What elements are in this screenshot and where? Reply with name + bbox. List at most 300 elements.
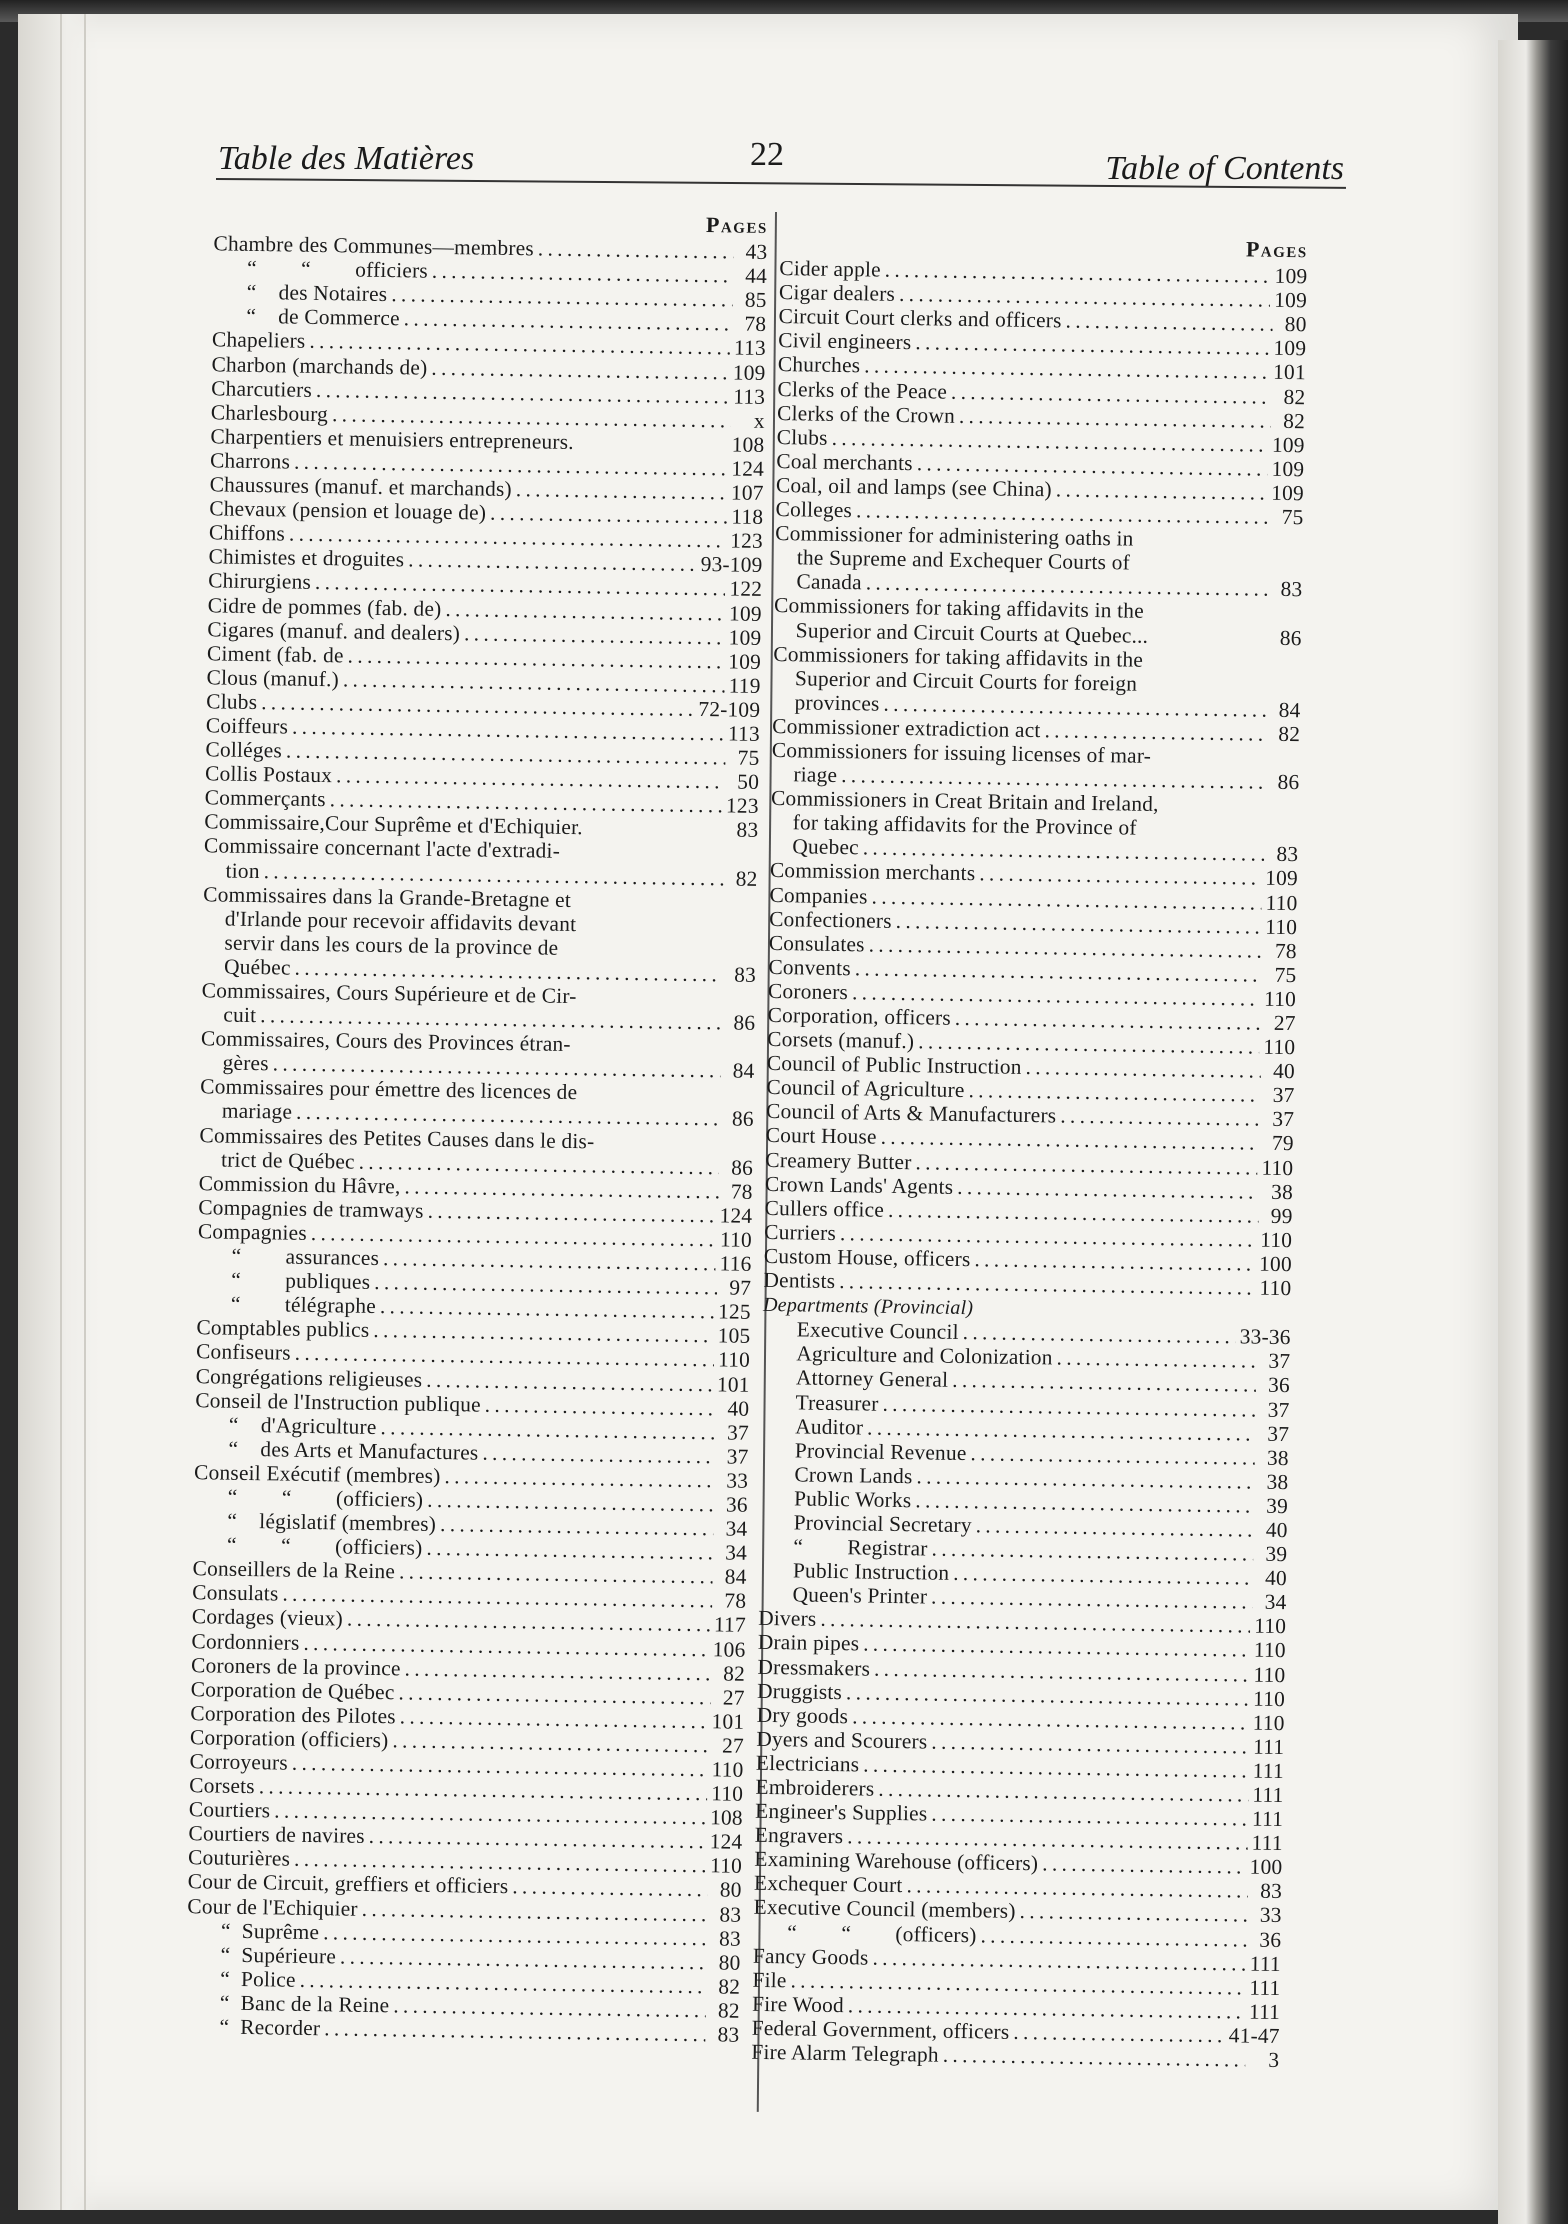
entry-page: 84 [1278, 697, 1301, 723]
entry-label: Commissioner for administering oaths in [775, 521, 1134, 551]
entry-label: d'Irlande pour recevoir affidavits devant [224, 906, 577, 936]
entry-page: 111 [1248, 1999, 1281, 2024]
entry-label: Cordonniers [191, 1628, 300, 1655]
entry-page: 110 [711, 1781, 744, 1806]
entry-label: Examining Warehouse (officers) [754, 1847, 1039, 1876]
entry-page: 36 [1259, 1927, 1282, 1952]
entry-label: Electricians [755, 1750, 860, 1777]
entry-label: Commission merchants [769, 858, 976, 886]
entry-page: 101 [716, 1371, 750, 1397]
entry-label: Commissaires dans la Grande-Bretagne et [203, 881, 572, 912]
entry-page: 101 [711, 1709, 745, 1734]
entry-page: 117 [713, 1612, 747, 1638]
entry-label: riage [793, 762, 838, 788]
entry-page: 83 [718, 1926, 742, 1951]
entry-label: Council of Agriculture [766, 1075, 965, 1103]
entry-label: Compagnies de tramways [198, 1195, 424, 1223]
entry-label: Commissaire concernant l'acte d'extradi- [203, 833, 561, 864]
entry-label: Civil engineers [778, 328, 912, 355]
entry-label: “ “ (officers) [787, 1919, 977, 1947]
entry-page: 101 [1272, 360, 1307, 385]
entry-label: Court House [765, 1123, 877, 1150]
entry-label: Cigares (manuf. and dealers) [207, 616, 461, 645]
entry-label: Colleges [775, 496, 853, 523]
entry-page: 40 [727, 1396, 750, 1421]
entry-label: “ des Arts et Manufactures [228, 1436, 479, 1465]
dot-leader [1044, 718, 1266, 746]
entry-page: 86 [1279, 625, 1302, 650]
entry-label: Cider apple [779, 256, 881, 282]
entry-page: 80 [718, 1950, 741, 1975]
entry-label: Council of Public Instruction [766, 1051, 1022, 1080]
entry-label: Chiffons [208, 520, 286, 546]
entry-page: 37 [1268, 1349, 1291, 1374]
entry-page: 109 [728, 649, 762, 674]
entry-page: 109 [1273, 336, 1307, 361]
entry-label: Clerks of the Crown [776, 400, 956, 428]
entry-label: Courtiers de navires [188, 1821, 365, 1849]
entry-page: 75 [1281, 504, 1304, 530]
entry-label: provinces [794, 690, 880, 716]
entry-page: 113 [727, 721, 761, 746]
entry-page: 111 [1252, 1758, 1285, 1784]
entry-label: “ législatif (membres) [227, 1508, 437, 1537]
entry-label: Chambre des Communes—membres [213, 231, 535, 261]
entry-page: 80 [719, 1877, 742, 1903]
entry-label: Attorney General [795, 1365, 949, 1393]
entry-page: 124 [731, 456, 765, 481]
entry-label: “ de Commerce [246, 304, 400, 331]
entry-label: servir dans les cours de la province de [224, 930, 559, 960]
entry-label: for taking affidavits for the Province of [792, 810, 1137, 840]
entry-label: Creamery Butter [765, 1147, 912, 1174]
entry-page: 111 [1252, 1734, 1285, 1759]
entry-page: 82 [718, 1974, 741, 1999]
entry-label: Engineer's Supplies [754, 1798, 928, 1826]
entry-page: x [753, 408, 765, 433]
entry-label: Confiseurs [195, 1339, 291, 1366]
dot-leader [538, 236, 734, 263]
entry-label: Council of Arts & Manufacturers [765, 1099, 1057, 1128]
entry-page: 83 [1280, 577, 1303, 602]
dot-leader [485, 1392, 716, 1420]
entry-label: Commissaires des Petites Causes dans le dis- [199, 1122, 595, 1153]
entry-label: Corporation de Québec [190, 1676, 395, 1705]
entry-page: 109 [1271, 480, 1305, 506]
entry-page: 93-109 [700, 552, 763, 578]
entry-page: 27 [1273, 1010, 1296, 1036]
entry-label: “ Supérieure [220, 1942, 337, 1969]
entry-page: 83 [736, 817, 759, 843]
entry-page: 105 [717, 1323, 751, 1349]
entry-page: 111 [1249, 1951, 1282, 1976]
entry-label: Couturières [187, 1845, 291, 1872]
entry-page: 36 [725, 1492, 748, 1517]
entry-label: Corsets (manuf.) [767, 1026, 915, 1054]
dot-leader [1060, 1104, 1260, 1131]
entry-label: Executive Council [796, 1317, 959, 1345]
entry-label: mariage [221, 1099, 293, 1125]
entry-label: Dry goods [756, 1702, 849, 1728]
entry-page: 110 [719, 1227, 753, 1252]
entry-label: Charpentiers et menuisiers entrepreneurs. [210, 424, 574, 454]
entry-page: 113 [733, 384, 766, 409]
entry-label: Divers [758, 1606, 817, 1632]
entry-label: the Supreme and Exchequer Courts of [796, 545, 1131, 575]
entry-page: 108 [731, 432, 765, 457]
entry-label: Dyers and Scourers [756, 1726, 928, 1754]
entry-page: 40 [1265, 1517, 1288, 1543]
entry-label: Commissioners in Creat Britain and Ireland, [770, 786, 1159, 817]
dot-leader [943, 2043, 1246, 2072]
entry-page: 34 [1264, 1590, 1287, 1615]
entry-label: Departments (Provincial) [762, 1293, 974, 1320]
entry-label: Confectioners [768, 906, 892, 933]
entry-page: 110 [1252, 1686, 1286, 1711]
dot-leader [482, 1440, 714, 1468]
entry-page: 34 [724, 1540, 748, 1565]
entry-label: cuit [223, 1002, 257, 1028]
entry-page: 37 [726, 1444, 749, 1469]
entry-page: 124 [719, 1203, 753, 1228]
page-spine-shadow [18, 14, 100, 2210]
entry-label: Corroyeurs [189, 1749, 289, 1775]
entry-page: 97 [729, 1275, 752, 1300]
entry-label: Queen's Printer [792, 1582, 928, 1609]
entry-label: tion [225, 858, 260, 883]
entry-label: Cordages (vieux) [191, 1604, 344, 1631]
entry-label: Coal, oil and lamps (see China) [775, 472, 1053, 502]
entry-page: 82 [1283, 408, 1306, 433]
entry-label: “ publiques [231, 1267, 371, 1295]
entry-page: 83 [719, 1902, 742, 1927]
entry-page: 99 [1270, 1203, 1293, 1228]
entry-page: 110 [717, 1347, 751, 1373]
entry-label: gères [222, 1050, 269, 1076]
entry-label: Coal merchants [776, 448, 913, 475]
entry-page: 110 [1260, 1227, 1293, 1253]
entry-label: Superior and Circuit Courts for foreign [794, 665, 1138, 696]
entry-page: 43 [745, 239, 768, 265]
entry-page: 100 [1249, 1854, 1283, 1880]
entry-page: 34 [725, 1516, 748, 1541]
entry-label: Charrons [209, 448, 291, 474]
entry-label: Commission du Hâvre, [198, 1170, 401, 1199]
dot-leader [1056, 477, 1268, 504]
header-left-title: Table des Matières [218, 140, 475, 177]
entry-label: Fancy Goods [752, 1943, 869, 1970]
entry-label: Conseillers de la Reine [192, 1556, 396, 1584]
entry-page: 116 [719, 1251, 752, 1276]
entry-page: 82 [1278, 721, 1301, 747]
entry-page: 110 [1265, 890, 1298, 915]
entry-page: 33 [726, 1468, 749, 1493]
entry-page: 86 [1277, 769, 1300, 795]
entry-page: 40 [1264, 1565, 1288, 1591]
entry-page: 84 [724, 1564, 747, 1590]
entry-page: 82 [1283, 384, 1306, 409]
entry-label: Charlesbourg [210, 400, 329, 426]
entry-label: Chaussures (manuf. et marchands) [209, 472, 513, 502]
entry-page: 27 [722, 1685, 745, 1710]
entry-page: 27 [721, 1733, 745, 1758]
entry-label: Consulates [768, 930, 865, 957]
entry-page: 37 [1272, 1107, 1295, 1132]
entry-page: 38 [1266, 1445, 1289, 1470]
entry-page: 110 [1253, 1662, 1286, 1687]
entry-label: Chimistes et droguites [208, 544, 405, 572]
dot-leader [1025, 1055, 1261, 1083]
dot-leader [1065, 309, 1272, 336]
entry-label: Custom House, officers [763, 1243, 971, 1272]
entry-label: Consulats [192, 1580, 279, 1606]
entry-label: Provincial Revenue [794, 1438, 967, 1465]
entry-page: 110 [1265, 914, 1298, 939]
entry-page: 109 [728, 600, 762, 626]
entry-page: 3 [1268, 2047, 1280, 2073]
entry-label: Quebec [792, 834, 860, 860]
entry-label: Coroners [767, 978, 849, 1005]
entry-page: 110 [1263, 986, 1297, 1012]
entry-page: 110 [1263, 1034, 1296, 1060]
entry-list [751, 256, 1307, 2072]
entry-label: Coroners de la province [190, 1652, 401, 1681]
entry-page: 111 [1249, 1975, 1281, 2000]
entry-page: 123 [725, 793, 759, 819]
spine-line [60, 14, 62, 2210]
entry-page: 110 [709, 1853, 743, 1879]
entry-label: Curriers [764, 1219, 837, 1245]
entry-label: Provincial Secretary [793, 1510, 972, 1538]
entry-label: “ d'Agriculture [228, 1412, 377, 1439]
entry-label: Charcutiers [211, 375, 313, 402]
entry-page: 86 [733, 1010, 756, 1035]
entry-page: 106 [712, 1636, 746, 1662]
pages-heading: Pages [705, 212, 769, 238]
entry-page: 100 [1258, 1251, 1293, 1277]
spine-line [84, 14, 86, 2210]
entry-label: Comptables publics [196, 1315, 370, 1343]
entry-page: 107 [730, 480, 764, 505]
dot-leader [490, 501, 728, 529]
entry-label: Canada [796, 569, 863, 595]
entry-label: “ “ officiers [246, 256, 429, 283]
entry-page: 109 [728, 625, 762, 650]
entry-page: 82 [735, 866, 758, 891]
entry-label: Chevaux (pension et louage de) [209, 496, 487, 525]
dot-leader [512, 1875, 708, 1902]
entry-list [185, 231, 767, 2047]
entry-label: Colléges [205, 737, 283, 763]
entry-label: Companies [769, 882, 868, 908]
entry-label: Dentists [763, 1267, 836, 1294]
entry-page: 110 [1254, 1613, 1287, 1639]
entry-label: “ Registrar [793, 1534, 928, 1561]
entry-page: 86 [731, 1155, 754, 1180]
entry-page: 125 [717, 1299, 751, 1325]
entry-page: 38 [1270, 1179, 1294, 1204]
entry-label: Engravers [754, 1822, 844, 1849]
entry-label: Public Instruction [792, 1558, 950, 1585]
entry-label: Cigar dealers [778, 280, 896, 307]
entry-page: 111 [1251, 1806, 1284, 1832]
entry-label: Chirurgiens [207, 568, 312, 595]
entry-page: 111 [1251, 1830, 1283, 1856]
entry-page: 78 [1274, 938, 1297, 963]
entry-page: 123 [729, 528, 764, 554]
entry-page: 37 [1267, 1397, 1290, 1422]
running-header [218, 130, 1344, 186]
entry-label: Drain pipes [757, 1630, 860, 1656]
entry-label: “ des Notaires [246, 280, 388, 307]
entry-page: 44 [745, 263, 768, 289]
entry-page: 109 [1271, 432, 1305, 458]
entry-label: Treasurer [795, 1389, 879, 1416]
entry-label: “ “ (officiers) [227, 1484, 424, 1512]
entry-label: Québec [223, 954, 291, 980]
entry-label: Clerks of the Peace [777, 376, 948, 404]
entry-label: Commissioner extradiction act [772, 713, 1041, 743]
entry-label: Fire Wood [751, 1991, 845, 2018]
entry-label: Dressmakers [757, 1654, 871, 1681]
dot-leader [1042, 1852, 1246, 1879]
entry-page: 85 [744, 287, 767, 313]
entry-label: Agriculture and Colonization [796, 1341, 1053, 1370]
entry-page: 75 [737, 745, 760, 770]
entry-label: Compagnies [197, 1219, 308, 1245]
entry-page: 110 [1259, 1275, 1292, 1301]
entry-page: 50 [737, 769, 760, 795]
entry-page: 124 [709, 1829, 743, 1855]
entry-label: Circuit Court clerks and officers [778, 304, 1062, 333]
dot-leader [1056, 1346, 1256, 1373]
entry-label: Corsets [189, 1773, 256, 1799]
entry-page: 86 [731, 1107, 754, 1132]
entry-label: Clubs [776, 424, 828, 450]
entry-label: Commissioners for issuing licenses of mar- [771, 737, 1152, 768]
entry-label: Collis Postaux [204, 761, 333, 788]
entry-page: 41-47 [1228, 2023, 1280, 2049]
entry-label: Corporation des Pilotes [190, 1700, 396, 1729]
entry-label: Congrégations religieuses [195, 1363, 423, 1392]
entry-label: Convents [768, 954, 852, 981]
entry-page: 111 [1252, 1782, 1284, 1808]
entry-label: Clous (manuf.) [206, 665, 340, 692]
dot-leader [1019, 1899, 1247, 1927]
entry-label: Conseil de l'Instruction publique [195, 1387, 481, 1417]
entry-page: 75 [1274, 962, 1297, 988]
entry-page: 72-109 [698, 696, 761, 722]
page-edge-shadow [1498, 40, 1568, 2224]
entry-label: Public Works [793, 1486, 912, 1513]
entry-page: 40 [1272, 1059, 1296, 1084]
entry-label: “ “ (officiers) [226, 1532, 423, 1560]
entry-page: 108 [709, 1805, 743, 1830]
entry-label: Commissioners for taking affidavits in the [773, 641, 1144, 672]
entry-page: 78 [730, 1179, 753, 1204]
page-number: 22 [750, 136, 784, 173]
entry-label: “ Banc de la Reine [219, 1990, 390, 2018]
entry-label: Cidre de pommes (fab. de) [207, 592, 442, 621]
entry-label: Chapeliers [211, 327, 306, 354]
entry-page: 109 [1274, 287, 1308, 313]
entry-page: 78 [724, 1588, 747, 1614]
entry-label: Commissaire,Cour Suprême et d'Echiquier. [204, 809, 583, 840]
entry-page: 109 [1274, 263, 1308, 289]
entry-label: Cour de Circuit, greffiers et officiers [187, 1869, 509, 1899]
entry-label: Cour de l'Echiquier [187, 1893, 358, 1921]
entry-page: 110 [1261, 1155, 1294, 1180]
entry-page: 122 [729, 576, 763, 602]
entry-page: 33 [1259, 1903, 1282, 1928]
entry-label: Clubs [206, 689, 258, 714]
entry-label: “ Recorder [219, 2014, 321, 2041]
entry-page: 82 [723, 1661, 746, 1686]
entry-page: 39 [1266, 1493, 1289, 1519]
entry-label: Commissioners for taking affidavits in the [773, 593, 1145, 624]
dot-leader [1013, 2020, 1225, 2047]
entry-page: 37 [726, 1420, 750, 1445]
entry-label: Druggists [756, 1678, 843, 1704]
entry-page: 38 [1266, 1469, 1289, 1494]
entry-label: Federal Government, officers [751, 2015, 1010, 2044]
entry-page: 83 [1276, 842, 1299, 867]
entry-label: trict de Québec [220, 1147, 355, 1174]
entry-label: Courtiers [188, 1797, 271, 1823]
entry-page: 118 [731, 504, 764, 530]
entry-label: Embroiderers [755, 1774, 875, 1801]
entry-page: 113 [733, 335, 767, 361]
entry-label: “ Suprême [220, 1918, 320, 1944]
entry-page: 83 [734, 962, 757, 987]
entry-label: Cullers office [764, 1195, 885, 1222]
entry-label: Superior and Circuit Courts at Quebec... [795, 617, 1149, 648]
entry-page: 36 [1267, 1373, 1291, 1398]
entry-page: 110 [711, 1757, 744, 1782]
entry-label: Commissaires pour émettre des licences de [200, 1074, 578, 1105]
entry-page: 109 [732, 360, 766, 385]
entry-label: Crown Lands [794, 1462, 913, 1489]
entry-page: 33-36 [1239, 1324, 1291, 1350]
right-column-english [751, 230, 1308, 2072]
left-column-french [185, 205, 768, 2047]
entry-label: Conseil Exécutif (membres) [193, 1460, 441, 1488]
entry-label: Executive Council (members) [753, 1895, 1016, 1924]
entry-label: Commissaires, Cours des Provinces étran- [200, 1026, 571, 1057]
entry-label: Exchequer Court [753, 1871, 903, 1898]
entry-label: Corporation, officers [767, 1002, 952, 1030]
entry-label: “ télégraphe [230, 1291, 377, 1319]
entry-label: File [752, 1967, 787, 1993]
entry-page: 78 [744, 312, 767, 337]
entry-page: 79 [1271, 1131, 1294, 1156]
entry-page: 109 [1271, 456, 1305, 482]
entry-page: 110 [1252, 1710, 1285, 1735]
entry-label: Commerçants [204, 785, 326, 812]
entry-page: 37 [1267, 1421, 1290, 1446]
entry-label: Fire Alarm Telegraph [751, 2039, 939, 2067]
entry-label: Coiffeurs [205, 713, 289, 739]
entry-page: 37 [1272, 1083, 1295, 1108]
entry-page: 83 [717, 2022, 740, 2047]
pages-heading: Pages [1245, 236, 1308, 263]
entry-page: 39 [1265, 1541, 1288, 1567]
entry-page: 80 [1284, 312, 1307, 337]
entry-page: 84 [732, 1058, 755, 1084]
entry-label: Ciment (fab. de [206, 640, 344, 668]
entry-label: Crown Lands' Agents [764, 1171, 954, 1199]
dot-leader [516, 477, 727, 504]
